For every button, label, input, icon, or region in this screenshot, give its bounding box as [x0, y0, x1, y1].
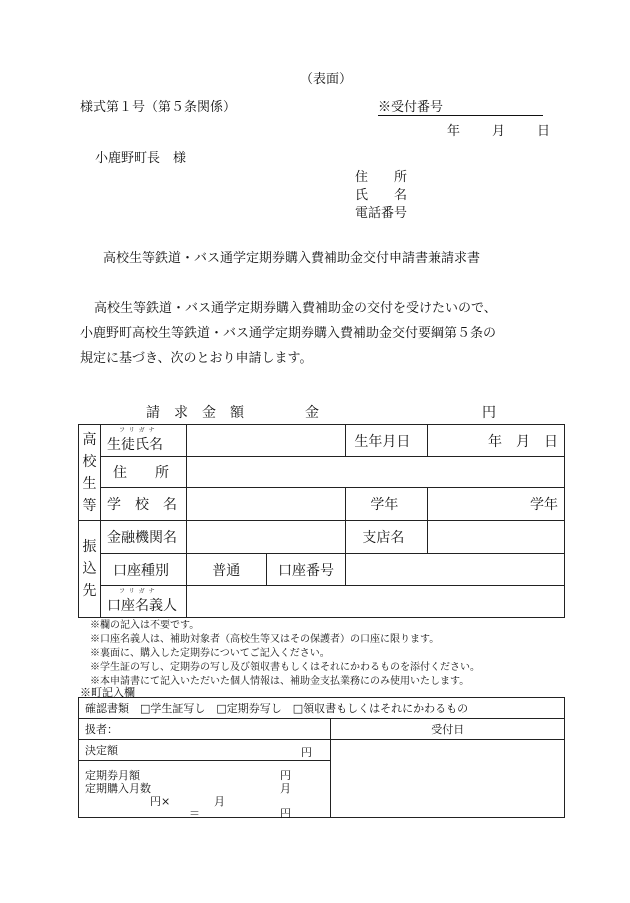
school-input[interactable]: [186, 488, 346, 521]
note-1: ※欄の記入は不要です。: [90, 620, 200, 631]
account-number-input[interactable]: [346, 554, 565, 586]
birth-label: 生年月日: [346, 425, 428, 457]
office-calc: [79, 761, 331, 818]
branch-label: 支店名: [346, 521, 428, 554]
office-table: [78, 697, 565, 818]
note-5: ※本申請書にて記入いただいた個人情報は、補助金支払業務にのみ使用いたします。: [90, 676, 470, 687]
grade-field[interactable]: 学年: [428, 488, 565, 521]
office-dispatcher: 扱者：: [79, 719, 331, 740]
addressee: 小鹿野町長 様: [95, 151, 187, 166]
bank-label: 金融機関名: [100, 521, 186, 554]
note-2: ※口座名義人は、補助対象者（高校生等又はその保護者）の口座に限ります。: [90, 634, 440, 645]
claim-kin: 金: [305, 405, 319, 421]
body-line-3: 規定に基づき、次のとおり申請します。: [80, 351, 313, 366]
account-number-label: 口座番号: [266, 554, 346, 586]
school-label: 学 校 名: [100, 488, 186, 521]
birth-date-field[interactable]: 年 月 日: [428, 425, 565, 457]
account-type-label: 口座種別: [100, 554, 186, 586]
receipt-number: ※受付番号: [378, 96, 543, 116]
student-address-label: 住 所: [100, 457, 186, 488]
applicant-phone-label: 電話番号: [355, 206, 408, 221]
holder-label: フリガナ 口座名義人: [100, 586, 186, 618]
office-heading: ※町記入欄: [80, 686, 135, 699]
document-title: 高校生等鉄道・バス通学定期券購入費補助金交付申請書兼請求書: [103, 251, 481, 266]
grade-label: 学年: [346, 488, 428, 521]
office-decided-yen: 円: [301, 746, 312, 759]
bank-input[interactable]: [186, 521, 346, 554]
office-total-yen: 円: [280, 807, 291, 820]
applicant-address-label: 住 所: [355, 170, 408, 185]
date-month: 月: [492, 124, 506, 139]
date-year: 年: [447, 124, 461, 139]
note-3: ※裏面に、購入した定期券についてご記入ください。: [90, 648, 330, 659]
office-times: 円×: [150, 795, 171, 808]
office-check-docs: 確認書類 □学生証写し □定期券写し □領収書もしくはそれにかわるもの: [79, 698, 565, 719]
office-received-box: [331, 740, 565, 818]
office-equals: ＝: [189, 807, 200, 820]
holder-input[interactable]: [186, 586, 564, 618]
student-group-label: 高校生等: [79, 425, 101, 521]
office-months-unit: 月: [280, 782, 291, 795]
date-day: 日: [537, 124, 551, 139]
office-decided: 決定額 円: [79, 740, 331, 761]
claim-label: 請 求 金 額: [146, 405, 244, 421]
branch-input[interactable]: [428, 521, 565, 554]
transfer-group-label: 振込先: [79, 521, 101, 618]
office-months: 定期購入月数: [85, 782, 151, 795]
body-line-1: 高校生等鉄道・バス通学定期券購入費補助金の交付を受けたいので、: [94, 301, 497, 316]
office-pass-yen: 円: [280, 769, 291, 782]
face-label: （表面）: [300, 72, 353, 87]
applicant-name-label: 氏 名: [355, 188, 408, 203]
body-line-2: 小鹿野町高校生等鉄道・バス通学定期券購入費補助金交付要綱第５条の: [80, 326, 497, 341]
note-4: ※学生証の写し、定期券の写し及び領収書もしくはそれにかわるものを添付ください。: [90, 662, 480, 673]
student-address-input[interactable]: [186, 457, 564, 488]
form-number: 様式第１号（第５条関係）: [80, 100, 237, 115]
account-type-ordinary: 普通: [186, 554, 266, 586]
office-received: 受付日: [331, 719, 565, 740]
student-name-input[interactable]: [186, 425, 346, 457]
office-times-month: 月: [214, 795, 225, 808]
application-table: [78, 424, 565, 618]
student-name-label: フリガナ 生徒氏名: [100, 425, 186, 457]
claim-yen: 円: [482, 405, 496, 421]
office-pass-amount: 定期券月額: [85, 769, 140, 782]
